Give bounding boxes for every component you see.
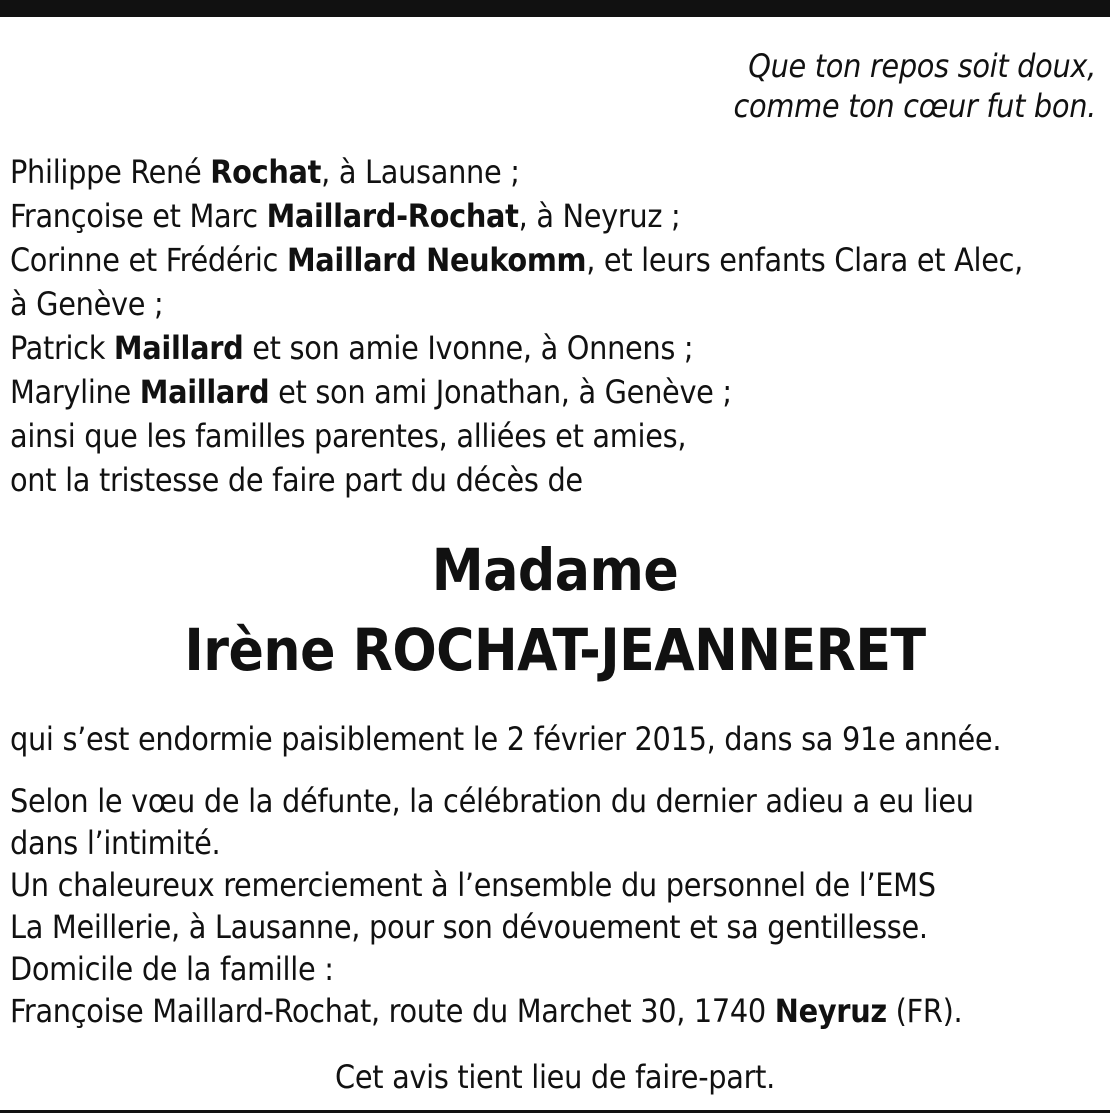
closing-note: Cet avis tient lieu de faire-part. [335, 1058, 775, 1096]
family-line [10, 238, 1023, 282]
family-line-text: et son ami Jonathan, à Genève ; [269, 373, 732, 411]
family-line-text: Maryline [10, 373, 140, 411]
ceremony-line: dans l’intimité. [10, 824, 221, 862]
death-notice-line: qui s’est endormie paisiblement le 2 février 2015, dans sa 91e année. [10, 720, 1002, 758]
family-line [10, 326, 1023, 370]
deceased-heading [0, 530, 1110, 690]
family-line [10, 370, 1023, 414]
family-line: ont la tristesse de faire part du décès de [10, 461, 583, 499]
family-line-text: Patrick [10, 329, 114, 367]
address-text: Françoise Maillard-Rochat, route du Marchet 30, 1740 [10, 992, 775, 1030]
family-line-text: , à Lausanne ; [321, 153, 520, 191]
family-line [10, 150, 1023, 194]
family-line-text: , à Neyruz ; [518, 197, 681, 235]
deceased-title: Madame [431, 536, 679, 604]
family-surname: Maillard [139, 373, 270, 411]
family-line: à Genève ; [10, 285, 164, 323]
family-line [10, 194, 1023, 238]
ceremony-line: Selon le vœu de la défunte, la célébration du dernier adieu a eu lieu [10, 782, 974, 820]
ceremony-line: Un chaleureux remerciement à l’ensemble du personnel de l’EMS [10, 866, 936, 904]
family-line-text: et son amie Ivonne, à Onnens ; [243, 329, 694, 367]
family-surname: Maillard Neukomm [286, 241, 587, 279]
ceremony-paragraph [10, 780, 974, 1032]
family-line-text: Corinne et Frédéric [10, 241, 287, 279]
top-border-bar [0, 0, 1110, 17]
family-line-text: , et leurs enfants Clara et Alec, [586, 241, 1023, 279]
family-surname: Rochat [210, 153, 322, 191]
address-text: (FR). [886, 992, 963, 1030]
family-line-text: Philippe René [10, 153, 211, 191]
family-surname: Maillard-Rochat [266, 197, 519, 235]
epigraph-line: comme ton cœur fut bon. [733, 87, 1096, 125]
family-surname: Maillard [113, 329, 244, 367]
epigraph-line: Que ton repos soit doux, [748, 47, 1096, 85]
family-address-line [10, 990, 974, 1032]
family-line: ainsi que les familles parentes, alliées et amies, [10, 417, 687, 455]
death-notice [10, 718, 1001, 760]
ceremony-line: La Meillerie, à Lausanne, pour son dévouement et sa gentillesse. [10, 908, 928, 946]
bottom-border-rule [0, 1110, 1110, 1113]
ceremony-line: Domicile de la famille : [10, 950, 334, 988]
family-line-text: Françoise et Marc [10, 197, 267, 235]
deceased-name: Irène ROCHAT-JEANNERET [184, 616, 926, 684]
epigraph [734, 46, 1097, 126]
family-list [10, 150, 1023, 502]
address-town: Neyruz [774, 992, 887, 1030]
